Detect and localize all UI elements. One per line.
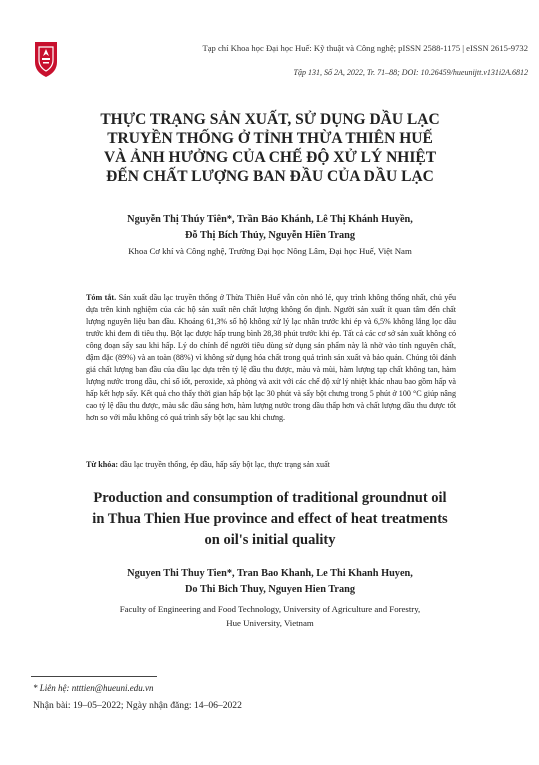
vietnamese-keywords (86, 460, 456, 469)
footnote-divider (31, 676, 157, 677)
vietnamese-title-line: ĐẾN CHẤT LƯỢNG BAN ĐẦU CỦA DẦU LẠC (106, 168, 434, 185)
vietnamese-title-line: VÀ ẢNH HƯỞNG CỦA CHẾ ĐỘ XỬ LÝ NHIỆT (103, 149, 437, 166)
vietnamese-title-line: TRUYỀN THỐNG Ở TỈNH THỪA THIÊN HUẾ (107, 130, 433, 147)
correspondence-email: * Liên hệ: ntttien@hueuni.edu.vn (33, 683, 154, 693)
affiliation-line: Hue University, Vietnam (226, 618, 314, 628)
author-line: Do Thi Bich Thuy, Nguyen Hien Trang (184, 584, 356, 595)
vietnamese-abstract (86, 292, 456, 424)
issue-info: Tập 131, Số 2A, 2022, Tr. 71–88; DOI: 10.26459/hueunijtt.v131i2A.6812 (293, 68, 528, 77)
english-title-line: Production and consumption of traditional groundnut oil (93, 490, 447, 506)
english-authors (60, 566, 480, 598)
abstract-label: Tóm tắt. (86, 293, 117, 302)
vietnamese-affiliation: Khoa Cơ khí và Công nghệ, Trường Đại học Nông Lâm, Đại học Huế, Việt Nam (128, 246, 412, 256)
english-affiliation (60, 602, 480, 630)
english-title-line: in Thua Thien Hue province and effect of heat treatments (92, 511, 448, 527)
vietnamese-authors (60, 212, 480, 244)
author-line: Nguyễn Thị Thúy Tiên*, Trần Bảo Khánh, Lê Thị Khánh Huyền, (127, 214, 413, 225)
submission-dates: Nhận bài: 19–05–2022; Ngày nhận đăng: 14–06–2022 (33, 700, 242, 711)
vietnamese-title-line: THỰC TRẠNG SẢN XUẤT, SỬ DỤNG DẦU LẠC (100, 111, 440, 128)
author-line: Nguyen Thi Thuy Tien*, Tran Bao Khanh, Le Thi Khanh Huyen, (127, 568, 413, 579)
author-line: Đỗ Thị Bích Thủy, Nguyễn Hiền Trang (184, 230, 356, 241)
affiliation-line: Faculty of Engineering and Food Technology, University of Agriculture and Forestry, (119, 604, 421, 614)
keywords-label: Từ khóa: (86, 460, 119, 469)
vietnamese-title (60, 110, 480, 186)
english-title-line: on oil's initial quality (204, 532, 336, 548)
university-crest-icon (33, 40, 59, 78)
english-title (60, 488, 480, 551)
abstract-text: Sản xuất dầu lạc truyền thống ở Thừa Thiên Huế vẫn còn nhỏ lẻ, quy trình không thống nhất, chủ yếu dựa trên kinh nghiệm của các hộ sản xuất nên chất lượng không ổn định. Người sản xuất ít quan tâm đến chất lượng nguyên liệu ban đầu. Khoảng 61,3% số hộ không xử lý lạc nhân trước khi ép và 6,5% không lắng lọc dầu trước khi đem đi tiêu thụ. Bột lạc được hấp trung bình 28,38 phút trước khi ép. Tất cả các cơ sở sản xuất không có công đoạn sấy sau khi hấp. Lý do chính để người tiêu dùng sử dụng sản phẩm này là nhờ vào tính nguyên chất, đậm đặc (89%) và an toàn (88%) vì không sử dụng hóa chất trong quá trình sản xuất và bảo quản. Chúng tôi đánh giá chất lượng ban đầu của dầu lạc dựa trên tỷ lệ dầu thu được, màu và mùi, hàm lượng tạp chất không tan, hàm lượng nước trong dầu, chỉ số iốt, peroxide, xà phòng và axit với các chế độ xử lý nhiệt khác nhau bao gồm hấp và hấp kết hợp sấy. Kết quả cho thấy thời gian hấp bột lạc 30 phút và sấy bột chưng trong 5 phút ở 100 °C giúp nâng cao tỷ lệ dầu thu được, màu sắc dầu sáng hơn, hàm lượng nước trong dầu thấp hơn và chất lượng dầu thu được tốt hơn so với mẫu không có quá trình sấy bột lạc sau khi chưng. (86, 293, 457, 422)
keywords-text: dầu lạc truyền thống, ép dầu, hấp sấy bột lạc, thực trạng sản xuất (120, 460, 330, 469)
journal-info: Tạp chí Khoa học Đại học Huế: Kỹ thuật và Công nghệ; pISSN 2588-1175 | eISSN 2615-9732 (202, 43, 528, 53)
